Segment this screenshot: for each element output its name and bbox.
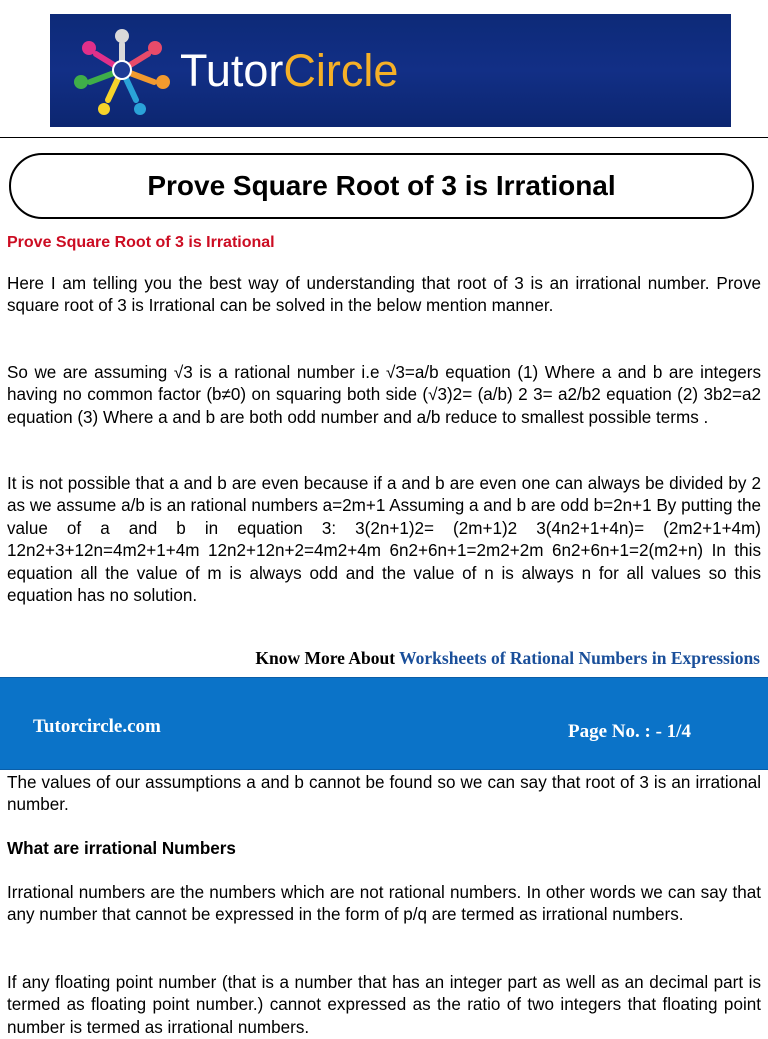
top-divider (0, 137, 768, 138)
tutorcircle-logo-icon (72, 24, 172, 116)
page-title: Prove Square Root of 3 is Irrational (147, 170, 616, 201)
know-more-link[interactable]: Worksheets of Rational Numbers in Expressions (399, 648, 760, 668)
brand-name (180, 47, 398, 95)
page2-paragraph-floating-point: If any floating point number (that is a number that has an integer part as well as an decimal part is termed as floating point number.) cannot expressed as the ratio of two integers that floating point number is termed as irrational numbers. (7, 973, 761, 1037)
page2-paragraph-definition: Irrational numbers are the numbers which are not rational numbers. In other words we can say that any number that cannot be expressed in the form of p/q are termed as irrational numbers. (7, 883, 761, 925)
brand-name-part1: Tutor (180, 45, 284, 96)
paragraph-intro: Here I am telling you the best way of understanding that root of 3 is an irrational number. Prove square root of 3 is Irrational can be solved in the below mention manner. (7, 274, 761, 316)
brand-name-part2: Circle (283, 45, 399, 96)
know-more-line (255, 648, 760, 669)
page2-intro: The values of our assumptions a and b cannot be found so we can say that root of 3 is an irrational number. (7, 773, 761, 815)
know-more-prefix: Know More About (255, 648, 400, 668)
section-heading: Prove Square Root of 3 is Irrational (7, 234, 275, 251)
page-title-box (9, 153, 754, 219)
page2-heading: What are irrational Numbers (7, 839, 236, 858)
paragraph-assumption: So we are assuming √3 is a rational number i.e √3=a/b equation (1) Where a and b are integers having no common factor (b≠0) on squaring both side (√3)2= (a/b) 2 3= a2/b2 equation (2) 3b2=a2 equation (3) Where a and b are both odd number and a/b reduce to smallest possible terms . (7, 363, 761, 427)
footer-page-number: Page No. : - 1/4 (568, 721, 691, 742)
footer-site: Tutorcircle.com (33, 716, 161, 737)
page-footer (0, 677, 768, 770)
header-banner (50, 14, 731, 127)
paragraph-proof: It is not possible that a and b are even because if a and b are even one can always be divided by 2 as we assume a/b is an rational numbers a=2m+1 Assuming a and b are odd b=2n+1 By putting the value of a and b in equation 3: 3(2n+1)2= (2m+1)2 3(4n2+1+4n)= (2m2+1+4m) 12n2+3+12n=4m2+1+4m 12n2+12n+2=4m2+4m 6n2+6n+1=2m2+2m 6n2+6n+1=2(m2+n) In this equation all the value of m is always odd and the value of n is always n for all values so this equation has no solution. (7, 474, 761, 606)
